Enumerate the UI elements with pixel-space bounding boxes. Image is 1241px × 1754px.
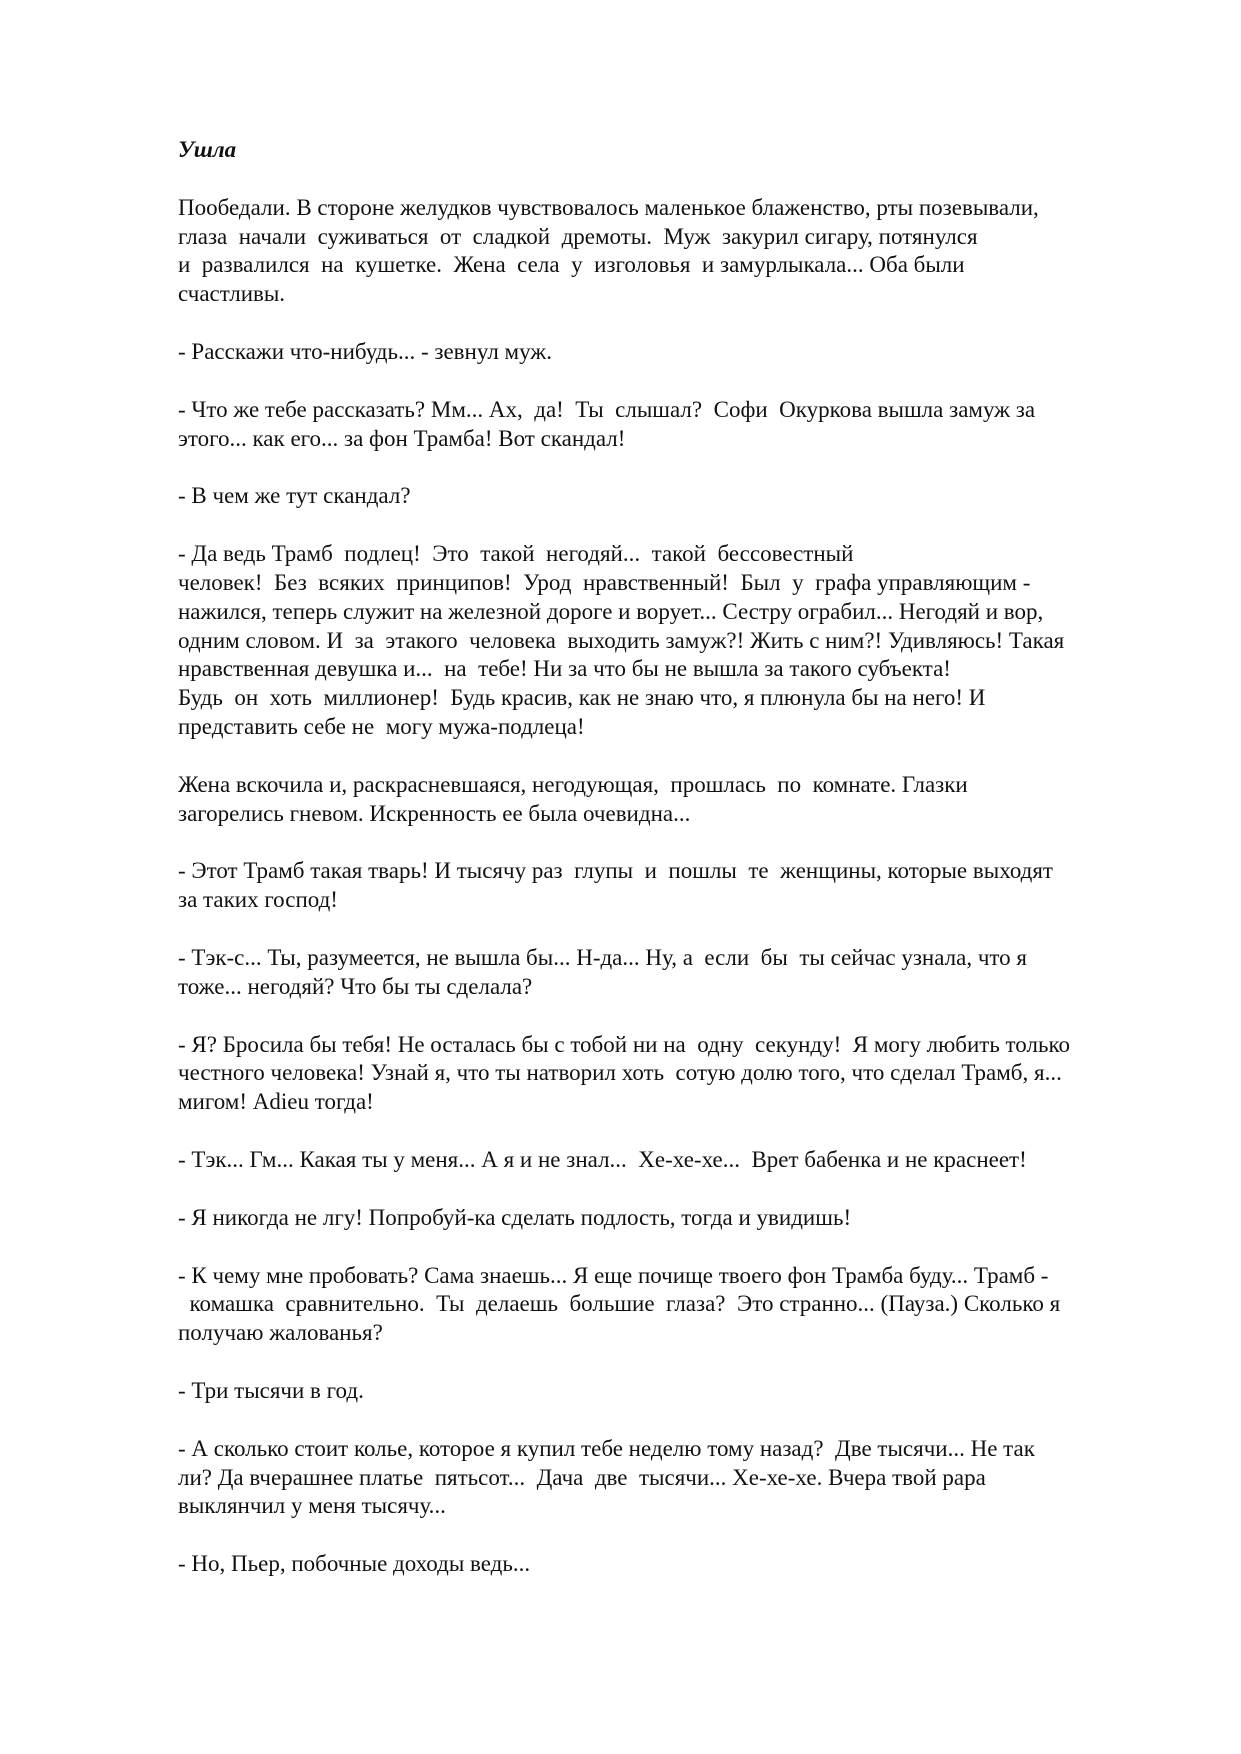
paragraph xyxy=(178,1262,1168,1348)
text-line: - Тэк... Гм... Какая ты у меня... А я и не знал... Хе-хе-хе... Врет бабенка и не краснеет! xyxy=(178,1146,1027,1172)
text-line: нажился, теперь служит на железной дороге и ворует... Сестру ограбил... Негодяй и вор, xyxy=(178,598,1044,624)
document-body xyxy=(178,136,1168,1608)
text-line: - В чем же тут скандал? xyxy=(178,483,411,509)
paragraph xyxy=(178,857,1168,915)
paragraph xyxy=(178,1435,1168,1521)
text-line: - Я? Бросила бы тебя! Не осталась бы с тобой ни на одну секунду! Я могу любить только xyxy=(178,1031,1070,1057)
text-line: - Что же тебе рассказать? Мм... Ах, да! Ты слышал? Софи Окуркова вышла замуж за xyxy=(178,396,1036,422)
text-line: загорелись гневом. Искренность ее была очевидна... xyxy=(178,800,691,826)
paragraph xyxy=(178,1146,1168,1175)
text-line: Пообедали. В стороне желудков чувствовалось маленькое блаженство, рты позевывали, xyxy=(178,194,1039,220)
text-line: - А сколько стоит колье, которое я купил тебе неделю тому назад? Две тысячи... Не так xyxy=(178,1435,1035,1461)
text-line: - Расскажи что-нибудь... - зевнул муж. xyxy=(178,338,552,364)
paragraph xyxy=(178,1377,1168,1406)
paragraph xyxy=(178,396,1168,454)
text-line: - Три тысячи в год. xyxy=(178,1377,364,1403)
text-line: этого... как его... за фон Трамба! Вот скандал! xyxy=(178,425,626,451)
paragraph-list xyxy=(178,194,1168,1579)
paragraph xyxy=(178,1031,1168,1117)
text-line: Будь он хоть миллионер! Будь красив, как не знаю что, я плюнула бы на него! И xyxy=(178,685,986,711)
text-line: мигом! Adieu тогда! xyxy=(178,1089,374,1115)
text-line: - Я никогда не лгу! Попробуй-ка сделать подлость, тогда и увидишь! xyxy=(178,1204,852,1230)
story-title: Ушла xyxy=(178,137,237,162)
paragraph xyxy=(178,540,1168,742)
paragraph xyxy=(178,482,1168,511)
text-line: нравственная девушка и... на тебе! Ни за что бы не вышла за такого субъекта! xyxy=(178,656,951,682)
text-line: честного человека! Узнай я, что ты натворил хоть сотую долю того, что сделал Трамб, я... xyxy=(178,1060,1062,1086)
text-line: представить себе не могу мужа-подлеца! xyxy=(178,713,585,739)
text-line: получаю жалованья? xyxy=(178,1320,383,1346)
text-line: и развалился на кушетке. Жена села у изголовья и замурлыкала... Оба были xyxy=(178,252,965,278)
text-line: - Тэк-с... Ты, разумеется, не вышла бы... Н-да... Ну, а если бы ты сейчас узнала, что я xyxy=(178,944,1027,970)
text-line: Жена вскочила и, раскрасневшаяся, негодующая, прошлась по комнате. Глазки xyxy=(178,771,968,797)
paragraph xyxy=(178,771,1168,829)
text-line: за таких господ! xyxy=(178,887,338,913)
paragraph xyxy=(178,944,1168,1002)
text-line: глаза начали суживаться от сладкой дремоты. Муж закурил сигару, потянулся xyxy=(178,223,978,249)
text-line: счастливы. xyxy=(178,281,286,307)
paragraph xyxy=(178,1204,1168,1233)
text-line: выклянчил у меня тысячу... xyxy=(178,1493,446,1519)
paragraph xyxy=(178,338,1168,367)
text-line: - К чему мне пробовать? Сама знаешь... Я еще почище твоего фон Трамба буду... Трамб - xyxy=(178,1262,1049,1288)
text-line: ли? Да вчерашнее платье пятьсот... Дача две тысячи... Хе-хе-хе. Вчера твой papa xyxy=(178,1464,986,1490)
paragraph xyxy=(178,194,1168,309)
text-line: - Этот Трамб такая тварь! И тысячу раз глупы и пошлы те женщины, которые выходят xyxy=(178,858,1053,884)
text-line: человек! Без всяких принципов! Урод нравственный! Был у графа управляющим - xyxy=(178,569,1031,595)
text-line: тоже... негодяй? Что бы ты сделала? xyxy=(178,973,533,999)
text-line: - Но, Пьер, побочные доходы ведь... xyxy=(178,1551,531,1577)
text-line: одним словом. И за этакого человека выходить замуж?! Жить с ним?! Удивляюсь! Такая xyxy=(178,627,1065,653)
text-line: - Да ведь Трамб подлец! Это такой негодяй... такой бессовестный xyxy=(178,541,854,567)
text-line: комашка сравнительно. Ты делаешь большие глаза? Это странно... (Пауза.) Сколько я xyxy=(178,1291,1061,1317)
paragraph xyxy=(178,1550,1168,1579)
